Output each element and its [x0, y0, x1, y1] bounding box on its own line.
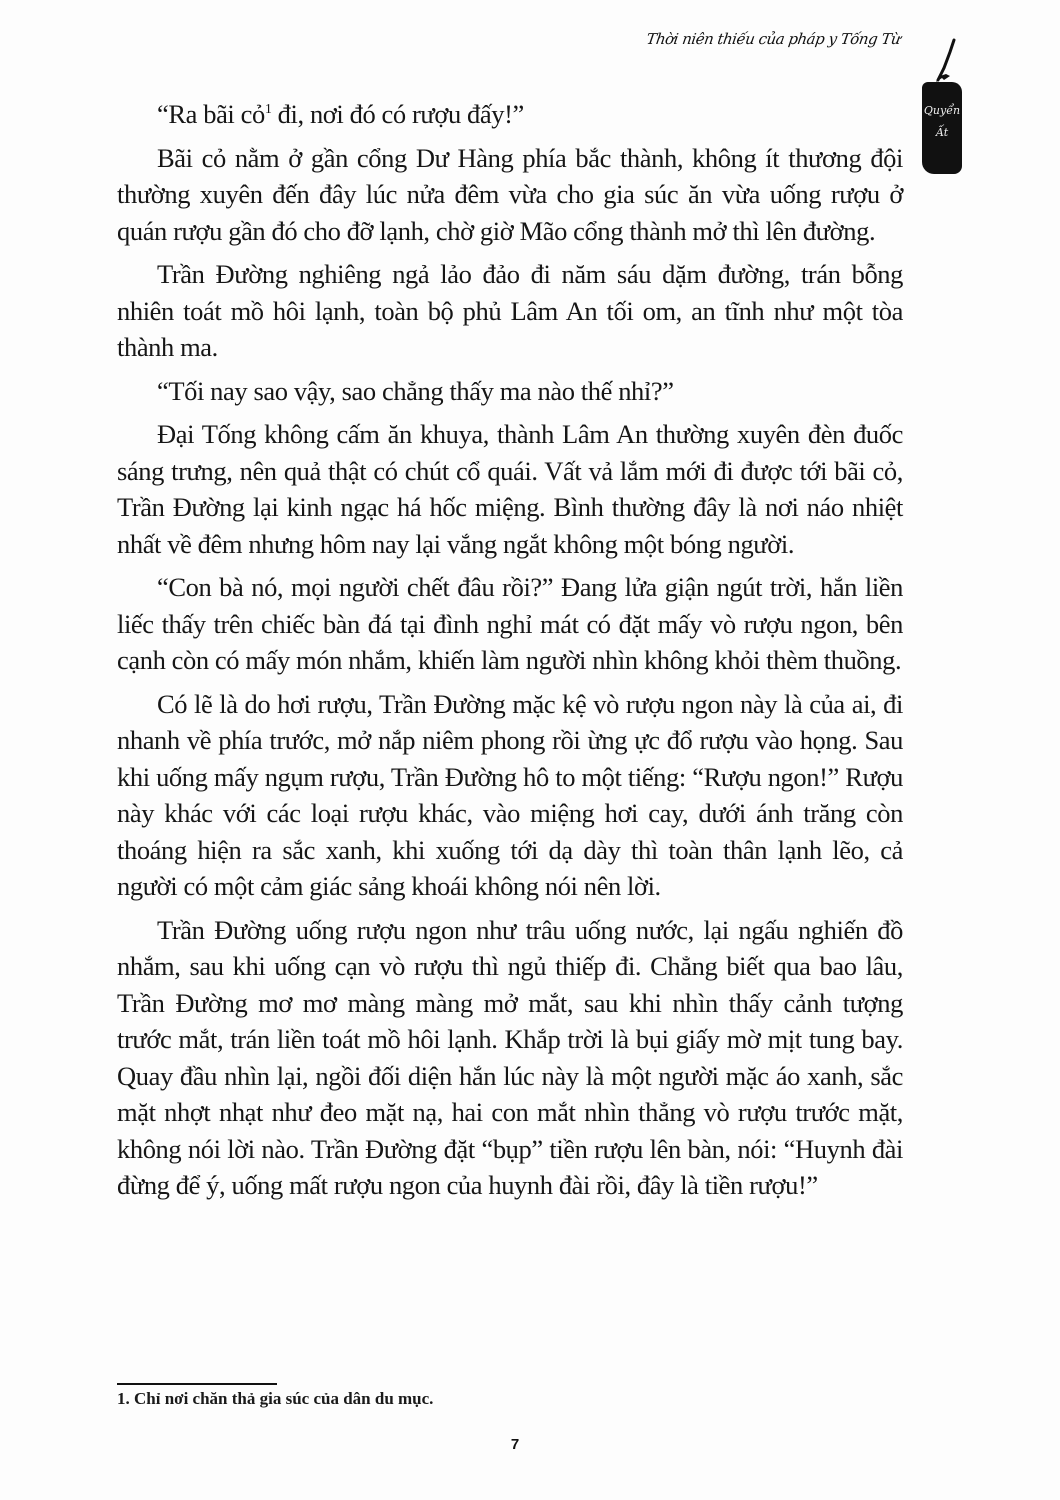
- body-text: [117, 96, 903, 1211]
- paragraph-text: “Ra bãi cỏ: [157, 99, 265, 129]
- chapter-tab-line-2: Ất: [935, 126, 949, 139]
- paragraph: Đại Tống không cấm ăn khuya, thành Lâm An thường xuyên đèn đuốc sáng trưng, nên quả thật có chút cổ quái. Vất vả lắm mới đi được tới bãi cỏ, Trần Đường lại kinh ngạc há hốc miệng. Bình thường đây là nơi náo nhiệt nhất về đêm nhưng hôm nay lại vắng ngắt không một bóng người.: [117, 419, 903, 559]
- paragraph: Trần Đường nghiêng ngả lảo đảo đi năm sáu dặm đường, trán bỗng nhiên toát mồ hôi lạnh, toàn bộ phủ Lâm An tối om, an tĩnh như một tòa thành ma.: [117, 259, 903, 362]
- paragraph: Bãi cỏ nằm ở gần cổng Dư Hàng phía bắc thành, không ít thương đội thường xuyên đến đây lúc nửa đêm vừa cho gia súc ăn vừa uống rượu ở quán rượu gần đó cho đỡ lạnh, chờ giờ Mão cổng thành mở thì lên đường.: [117, 142, 903, 246]
- paragraph-text: đi, nơi đó có rượu đấy!”: [271, 99, 524, 129]
- paragraph: Trần Đường uống rượu ngon như trâu uống nước, lại ngấu nghiến đồ nhắm, sau khi uống cạn vò rượu thì ngủ thiếp đi. Chẳng biết qua bao lâu, Trần Đường mơ mơ màng màng mở mắt, sau khi nhìn thấy cảnh tượng trước mắt, trán liền toát mồ hôi lạnh. Khắp trời là bụi giấy mờ mịt tung bay. Quay đầu nhìn lại, ngồi đối diện hắn lúc này là một người mặc áo xanh, sắc mặt nhợt nhạt như đeo mặt nạ, hai con mắt nhìn thẳng vò rượu trước mặt, không nói lời nào. Trần Đường đặt “bụp” tiền rượu lên bàn, nói: “Huynh đài đừng để ý, uống mất rượu ngon của huynh đài rồi, đây là tiền rượu!”: [117, 914, 903, 1200]
- brush-stroke-icon: [910, 38, 970, 88]
- footnote-divider: [117, 1383, 277, 1385]
- paragraph: “Tối nay sao vậy, sao chẳng thấy ma nào thế nhỉ?”: [157, 375, 674, 406]
- page-number: 7: [510, 1436, 520, 1453]
- paragraph: Có lẽ là do hơi rượu, Trần Đường mặc kệ vò rượu ngon này là của ai, đi nhanh về phía trước, mở nắp niêm phong rồi ừng ực đổ rượu vào họng. Sau khi uống mấy ngụm rượu, Trần Đường hô to một tiếng: “Rượu ngon!” Rượu này khác với các loại rượu khác, vào miệng hơi cay, dưới ánh trăng còn thoáng hiện ra sắc xanh, khi xuống tới dạ dày thì toàn thân lạnh lẽo, cả người có một cảm giác sảng khoái không nói nên lời.: [117, 688, 903, 901]
- running-header-title: Thời niên thiếu của pháp y Tống Từ: [645, 30, 902, 48]
- chapter-tab-line-1: Quyển: [923, 104, 961, 117]
- footnote-reference: 1: [264, 102, 272, 117]
- footnote: 1. Chỉ nơi chăn thả gia súc của dân du mục.: [117, 1389, 434, 1408]
- chapter-tab: [922, 82, 962, 174]
- paragraph: [117, 96, 903, 133]
- paragraph: “Con bà nó, mọi người chết đâu rồi?” Đang lửa giận ngút trời, hắn liền liếc thấy trên chiếc bàn đá tại đình nghỉ mát có đặt mấy vò rượu ngon, bên cạnh còn có mấy món nhắm, khiến làm người nhìn không khỏi thèm thuồng.: [117, 572, 903, 675]
